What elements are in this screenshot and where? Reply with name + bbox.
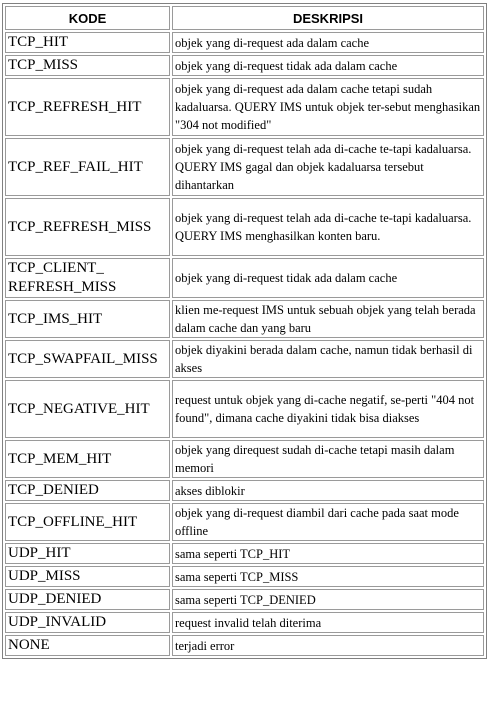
description-cell: objek yang di-request ada dalam cache tetapi sudah kadaluarsa. QUERY IMS untuk objek ter-sebut menghasikan "304 not modified" — [172, 78, 484, 136]
code-cell: TCP_REFRESH_MISS — [5, 198, 170, 256]
table-body — [5, 32, 484, 656]
code-cell: TCP_REFRESH_HIT — [5, 78, 170, 136]
table-row — [5, 612, 484, 633]
code-cell: TCP_OFFLINE_HIT — [5, 503, 170, 541]
table-row — [5, 198, 484, 256]
code-cell: TCP_MISS — [5, 55, 170, 76]
table-row — [5, 566, 484, 587]
code-cell: UDP_INVALID — [5, 612, 170, 633]
description-cell: request invalid telah diterima — [172, 612, 484, 633]
code-cell: TCP_NEGATIVE_HIT — [5, 380, 170, 438]
table-row — [5, 55, 484, 76]
table-row — [5, 589, 484, 610]
description-cell: objek yang di-request telah ada di-cache te-tapi kadaluarsa. QUERY IMS gagal dan objek kadaluarsa tersebut dihantarkan — [172, 138, 484, 196]
table-row — [5, 380, 484, 438]
code-cell: TCP_DENIED — [5, 480, 170, 501]
table-row — [5, 78, 484, 136]
code-cell: TCP_CLIENT_ REFRESH_MISS — [5, 258, 170, 298]
code-cell: UDP_HIT — [5, 543, 170, 564]
code-cell: TCP_SWAPFAIL_MISS — [5, 340, 170, 378]
description-cell: objek yang di-request tidak ada dalam cache — [172, 55, 484, 76]
table-row — [5, 503, 484, 541]
table-header-row — [5, 6, 484, 30]
description-cell: objek yang direquest sudah di-cache tetapi masih dalam memori — [172, 440, 484, 478]
description-cell: request untuk objek yang di-cache negatif, se-perti "404 not found", dimana cache diyakini tidak bisa diakses — [172, 380, 484, 438]
table-row — [5, 340, 484, 378]
description-cell: sama seperti TCP_MISS — [172, 566, 484, 587]
table-row — [5, 138, 484, 196]
code-cell: TCP_REF_FAIL_HIT — [5, 138, 170, 196]
code-description-table — [2, 3, 487, 659]
description-cell: objek yang di-request diambil dari cache pada saat mode offline — [172, 503, 484, 541]
header-code: KODE — [5, 6, 170, 30]
description-cell: klien me-request IMS untuk sebuah objek yang telah berada dalam cache dan yang baru — [172, 300, 484, 338]
code-cell: TCP_IMS_HIT — [5, 300, 170, 338]
header-description: DESKRIPSI — [172, 6, 484, 30]
code-cell: TCP_MEM_HIT — [5, 440, 170, 478]
code-cell: NONE — [5, 635, 170, 656]
description-cell: akses diblokir — [172, 480, 484, 501]
table-row — [5, 635, 484, 656]
code-cell: TCP_HIT — [5, 32, 170, 53]
description-cell: terjadi error — [172, 635, 484, 656]
table-row — [5, 480, 484, 501]
code-cell: UDP_DENIED — [5, 589, 170, 610]
code-cell: UDP_MISS — [5, 566, 170, 587]
table-row — [5, 440, 484, 478]
description-cell: sama seperti TCP_HIT — [172, 543, 484, 564]
table-row — [5, 32, 484, 53]
description-cell: sama seperti TCP_DENIED — [172, 589, 484, 610]
description-cell: objek diyakini berada dalam cache, namun tidak berhasil di akses — [172, 340, 484, 378]
table-row — [5, 543, 484, 564]
description-cell: objek yang di-request ada dalam cache — [172, 32, 484, 53]
table-row — [5, 258, 484, 298]
table-row — [5, 300, 484, 338]
description-cell: objek yang di-request telah ada di-cache te-tapi kadaluarsa. QUERY IMS menghasilkan konten baru. — [172, 198, 484, 256]
description-cell: objek yang di-request tidak ada dalam cache — [172, 258, 484, 298]
